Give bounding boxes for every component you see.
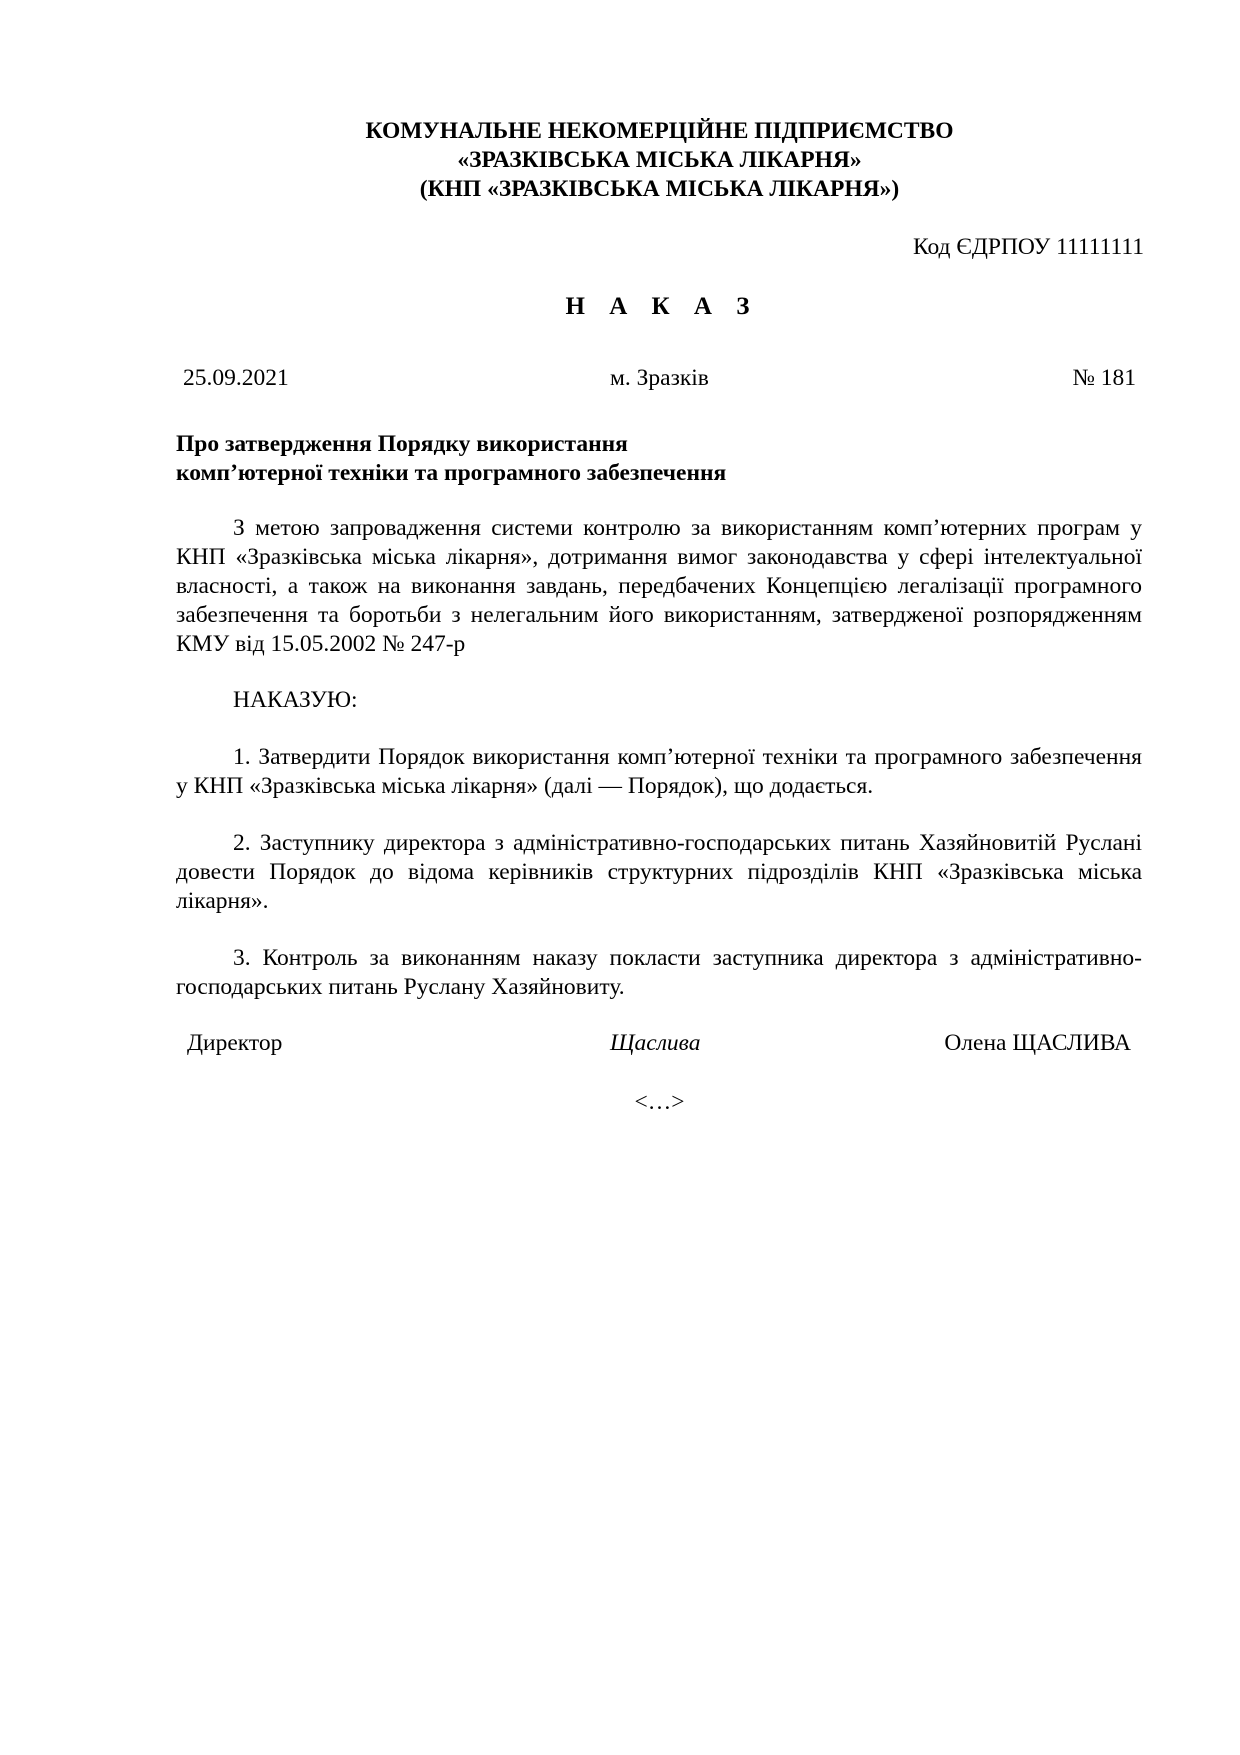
organization-header <box>0 117 1240 204</box>
document-date: 25.09.2021 <box>183 365 289 391</box>
document-subject <box>176 430 726 488</box>
org-name-line-3: (КНП «ЗРАЗКІВСЬКА МІСЬКА ЛІКАРНЯ») <box>419 176 900 202</box>
subject-line-1: Про затвердження Порядку використання <box>176 431 628 457</box>
signer-name: Олена ЩАСЛИВА <box>944 1030 1131 1056</box>
omission-text: <…> <box>634 1089 685 1115</box>
document-title-text: Н А К А З <box>565 293 759 320</box>
handwritten-signature: Щаслива <box>610 1030 701 1056</box>
order-word: НАКАЗУЮ: <box>233 687 358 713</box>
order-item-1: 1. Затвердити Порядок використання комп’ютерної техніки та програмного забезпечення у КНП «Зразківська міська лікарня» (далі — Порядок), що додається. <box>176 744 1142 799</box>
org-name-line-2: «ЗРАЗКІВСЬКА МІСЬКА ЛІКАРНЯ» <box>457 147 862 173</box>
omission-marker <box>0 1088 1240 1116</box>
document-number: № 181 <box>1072 365 1136 391</box>
signer-position: Директор <box>187 1030 283 1056</box>
order-item-2: 2. Заступнику директора з адміністративно-господарських питань Хазяйновитій Руслані довести Порядок до відома керівників структурних підрозділів КНП «Зразківська міська лікарня». <box>176 830 1142 914</box>
document-meta <box>0 364 1240 394</box>
subject-line-2: комп’ютерної техніки та програмного забезпечення <box>176 460 727 486</box>
document-city: м. Зразків <box>610 365 709 391</box>
signature-block <box>0 1029 1240 1059</box>
order-item-3: 3. Контроль за виконанням наказу покласти заступника директора з адміністративно-господарських питань Руслану Хазяйновиту. <box>176 945 1142 1000</box>
org-name-line-1: КОМУНАЛЬНЕ НЕКОМЕРЦІЙНЕ ПІДПРИЄМСТВО <box>365 118 954 144</box>
document-title <box>0 293 1240 321</box>
edrpou-code: Код ЄДРПОУ 11111111 <box>912 234 1144 260</box>
intro-paragraph: З метою запровадження системи контролю за використанням комп’ютерних програм у КНП «Зразківська міська лікарня», дотримання вимог законодавства у сфері інтелектуальної власності, а також на виконання завдань, передбачених Концепцією легалізації програмного забезпечення та боротьби з нелегальним його використанням, затвердженої розпорядженням КМУ від 15.05.2002 № 247-р <box>176 515 1142 657</box>
